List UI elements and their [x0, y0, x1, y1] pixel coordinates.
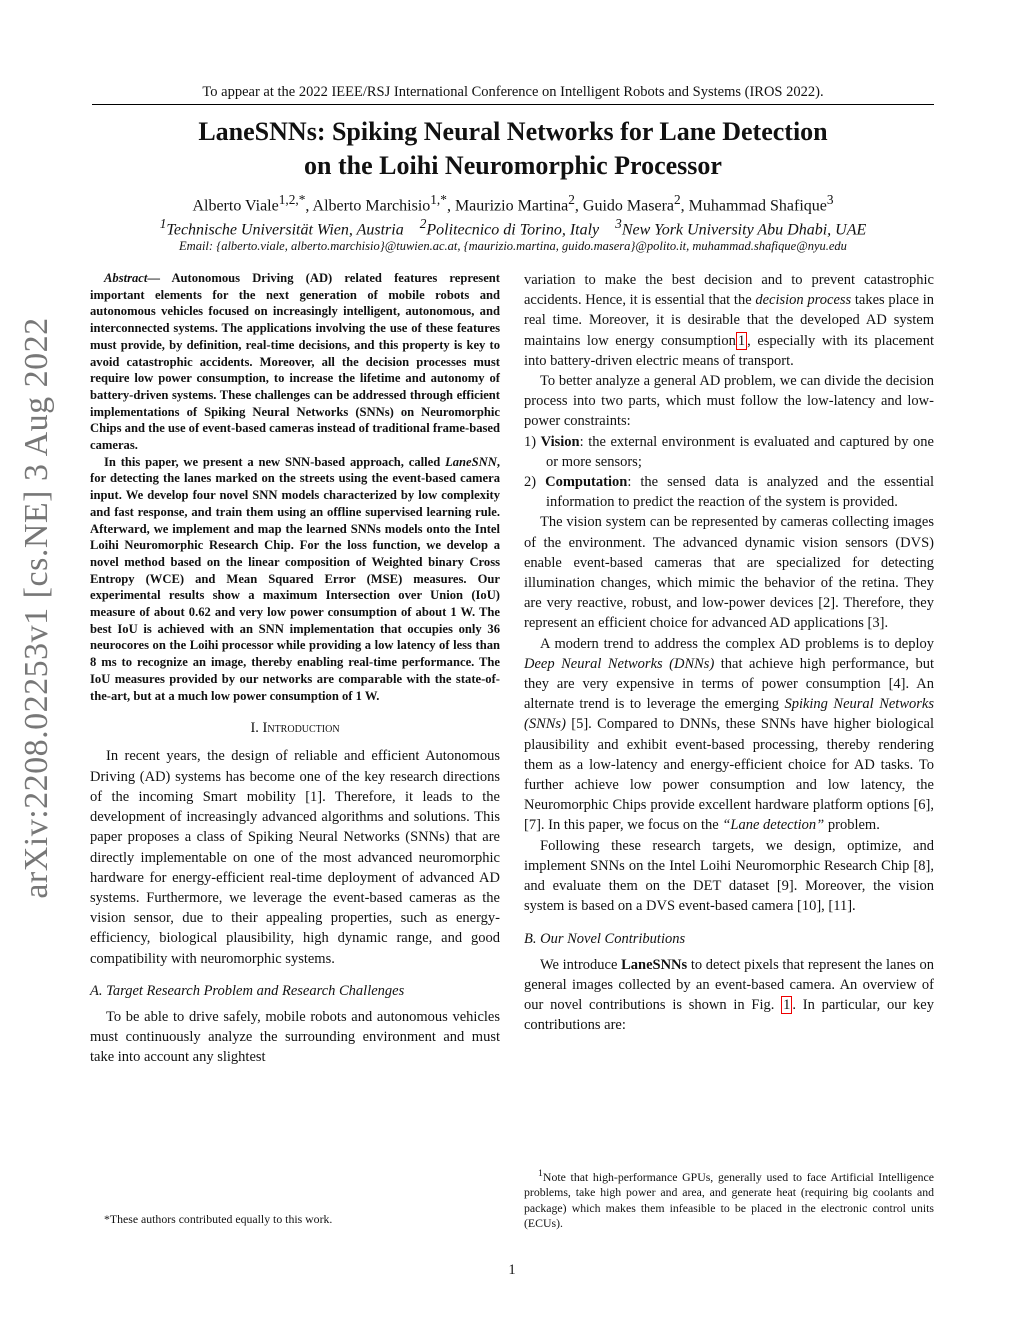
decision-process-list	[524, 432, 934, 513]
paper-title	[92, 115, 934, 183]
header-rule	[92, 104, 934, 105]
subsection-heading-a: A. Target Research Problem and Research Challenges	[90, 982, 405, 999]
right-paragraph-3: A modern trend to address the complex AD problems is to deploy Deep Neural Networks (DNNs) that achieve high performance, but they are very expensive in terms of power consumption [4]. An alternate trend is to leverage the emerging Spiking Neural Networks (SNNs) [5]. Compared to DNNs, these SNNs have higher biological plausibility and exhibit event-based processing, thereby rendering them as a low-latency and energy-efficient choice for AD tasks. To further achieve low power consumption and low latency, the Neuromorphic Chips provide excellent hardware platform options [6], [7]. In this paper, we focus on the “Lane detection” problem.	[524, 635, 934, 834]
footnote-1: $^1$Note that high-performance GPUs, generally used to face Artificial Intelligence problems, take high power and area, and generate heat (requiring big coolants and package) which makes them infeasible to be placed in the electronic control units (ECUs).	[524, 1168, 934, 1231]
author-list: Alberto Viale$^{1,2,*}$, Alberto Marchisio$^{1,*}$, Maurizio Martina$^2$, Guido Masera$^2$, Muhammad Shafique$^3$	[192, 192, 834, 215]
intro-paragraph: In recent years, the design of reliable and efficient Autonomous Driving (AD) systems has become one of the key research directions of the incoming Smart mobility [1]. Therefore, it leads to the development of increasingly advanced algorithms and solutions. This paper proposes a class of Spiking Neural Networks (SNNs) that are directly implementable on one of the most advanced neuromorphic hardware for energy-efficient real-time deployment of advanced AD systems. Furthermore, we leverage the event-based cameras as the vision sensor, due to their appealing properties, such as energy-efficiency, biological plausibility, high dynamic range, and good compatibility with neuromorphic systems.	[90, 748, 500, 967]
abstract	[90, 270, 500, 704]
conference-header: To appear at the 2022 IEEE/RSJ International Conference on Intelligent Robots and Systems (IROS 2022).	[202, 84, 824, 100]
affiliations: $^1$Technische Universität Wien, Austria $^2$Politecnico di Torino, Italy $^3$New York University Abu Dhabi, UAE	[159, 216, 867, 239]
page-number: 1	[508, 1262, 516, 1278]
list-item-vision: 1) Vision: the external environment is evaluated and captured by one or more sensors;	[524, 433, 934, 470]
left-column	[90, 270, 500, 1068]
right-column	[524, 270, 934, 1036]
title-line-2: on the Loihi Neuromorphic Processor	[304, 151, 722, 180]
title-line-1: LaneSNNs: Spiking Neural Networks for Lane Detection	[198, 117, 828, 146]
section-heading-introduction: I. Introduction	[250, 720, 340, 737]
right-paragraph-0: variation to make the best decision and to prevent catastrophic accidents. Hence, it is essential that the decision process takes place in real time. Moreover, it is desirable that the developed AD system maintains low energy consumption 1 , especially with its placement into battery-driven electric means of transport.	[524, 272, 935, 369]
right-paragraph-1: To better analyze a general AD problem, we can divide the decision process into two parts, which must follow the low-latency and low-power constraints:	[524, 373, 934, 430]
arxiv-identifier[interactable]: arXiv:2208.02253v1 [cs.NE] 3 Aug 2022	[18, 317, 55, 899]
footnote-equal-contribution: *These authors contributed equally to this work.	[104, 1212, 333, 1226]
abstract-paragraph-1: Abstract— Autonomous Driving (AD) related features represent important elements for the next generation of mobile robots and autonomous vehicles focused on increasingly intelligent, autonomous, and interconnected systems. The applications involving the use of these features must provide, by definition, real-time decisions, and this property is key to avoid catastrophic accidents. Moreover, all the decision processes must require low power consumption, to increase the lifetime and autonomy of battery-driven systems. These challenges can be addressed through efficient implementations of Spiking Neural Networks (SNNs) on Neuromorphic Chips and the use of event-based cameras instead of traditional frame-based cameras.	[90, 271, 500, 453]
subsection-a-paragraph: To be able to drive safely, mobile robots and autonomous vehicles must continuously analyze the surrounding environment and must take into account any slightest	[90, 1008, 500, 1066]
list-item-computation: 2) Computation: the sensed data is analyzed and the essential information to predict the reaction of the system is provided.	[524, 474, 934, 511]
right-paragraph-2: The vision system can be represented by cameras collecting images of the environment. The advanced dynamic vision sensors (DVS) enable event-based cameras that are specialized for detecting illumination changes, which mimic the behavior of the retina. They are very reactive, robust, and low-power devices [2]. Therefore, they represent an efficient choice for advanced AD applications [3].	[524, 514, 934, 632]
right-paragraph-4: Following these research targets, we design, optimize, and implement SNNs on the Intel Loihi Neuromorphic Research Chip [8], and evaluate them on the DET dataset [9]. Moreover, the vision system is based on a DVS event-based camera [10], [11].	[524, 837, 934, 915]
author-emails[interactable]: Email: {alberto.viale, alberto.marchisio}@tuwien.ac.at, {maurizio.martina, guido.masera}@polito.it, muhammad.shafique@nyu.edu	[179, 239, 847, 253]
abstract-paragraph-2: In this paper, we present a new SNN-based approach, called LaneSNN, for detecting the lanes marked on the streets using the event-based camera input. We develop four novel SNN models characterized by low complexity and fast response, and train them using an offline supervised learning rule. Afterward, we implement and map the learned SNNs models onto the Intel Loihi Neuromorphic Research Chip. For the loss function, we develop a novel method based on the linear composition of Weighted binary Cross Entropy (WCE) and Mean Squared Error (MSE) measures. Our experimental results show a maximum Intersection over Union (IoU) measure of about 0.62 and very low power consumption of about 1 W. The best IoU is achieved with an SNN implementation that occupies only 36 neurocores on the Loihi processor while providing a low latency of less than 8 ms to recognize an image, thereby enabling real-time performance. The IoU measures provided by our networks are comparable with the state-of-the-art, but at a much low power consumption of 1 W.	[90, 454, 500, 703]
subsection-heading-b: B. Our Novel Contributions	[524, 930, 686, 947]
right-paragraph-5: We introduce LaneSNNs to detect pixels that represent the lanes on general images collected by an event-based camera. An overview of our novel contributions is shown in Fig. 1 . In particular, our key contributions are:	[524, 956, 934, 1034]
